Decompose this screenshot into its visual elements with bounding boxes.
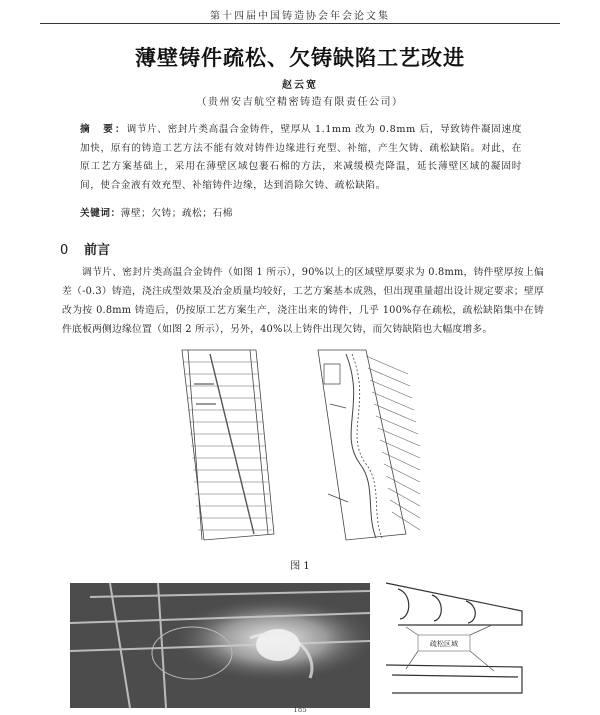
figure-1-right-part <box>318 350 420 540</box>
section-number: 0 <box>60 243 69 258</box>
running-header: 第十四届中国铸造协会年会论文集 <box>210 11 390 22</box>
intro-paragraph: 调节片、密封片类高温合金铸件（如图 1 所示），90%以上的区域壁厚要求为 0.8mm，铸件壁厚按上偏差（-0.3）铸造，浇注成型效果及冶金质量均较好，工艺方案基本成熟，但出现重量超出设计规定要求；壁厚改为按 0.8mm 铸造后，仍按原工艺方案生产，浇注出来的铸件，几乎 100%存在疏松，疏松缺陷集中在铸件底板两侧边缘位置（如图 2 所示），另外，40%以上铸件出现欠铸，而欠铸缺陷也大幅度增多。 <box>62 267 544 335</box>
abstract-text: 调节片、密封片类高温合金铸件，壁厚从 1.1mm 改为 0.8mm 后，导致铸件凝固速度加快，原有的铸造工艺方法不能有效对铸件边缘进行充型、补缩，产生欠铸、疏松缺陷。对此，在原工艺方案基础上，采用在薄壁区域包裹石棉的方法，来减缓模壳降温，延长薄壁区域的凝固时间，使合金液有效充型、补缩铸件边缘，达到消除欠铸、疏松缺陷。 <box>80 124 522 191</box>
section-title: 前言 <box>84 243 111 258</box>
keywords-label: 关键词： <box>80 208 121 219</box>
keywords-text: 薄壁；欠铸；疏松；石棉 <box>120 208 233 219</box>
abstract <box>80 121 522 195</box>
figure-2-section-drawing <box>382 575 532 705</box>
paper-title: 薄壁铸件疏松、欠铸缺陷工艺改进 <box>135 46 465 70</box>
affiliation: （贵州安吉航空精密铸造有限责任公司） <box>196 97 404 108</box>
figure-1-drawing <box>170 344 430 544</box>
figure-1-left-part <box>182 350 274 540</box>
figure-1-caption: 图 1 <box>290 561 310 572</box>
keywords <box>80 205 522 219</box>
figure-2-photo <box>70 583 370 708</box>
abstract-label: 摘 要： <box>80 124 127 135</box>
page-number: 185 <box>293 706 307 714</box>
section-heading <box>60 239 110 258</box>
figure-2-label: 疏松区域 <box>430 640 458 648</box>
header-rule <box>40 23 560 24</box>
author: 赵云宽 <box>282 80 318 91</box>
